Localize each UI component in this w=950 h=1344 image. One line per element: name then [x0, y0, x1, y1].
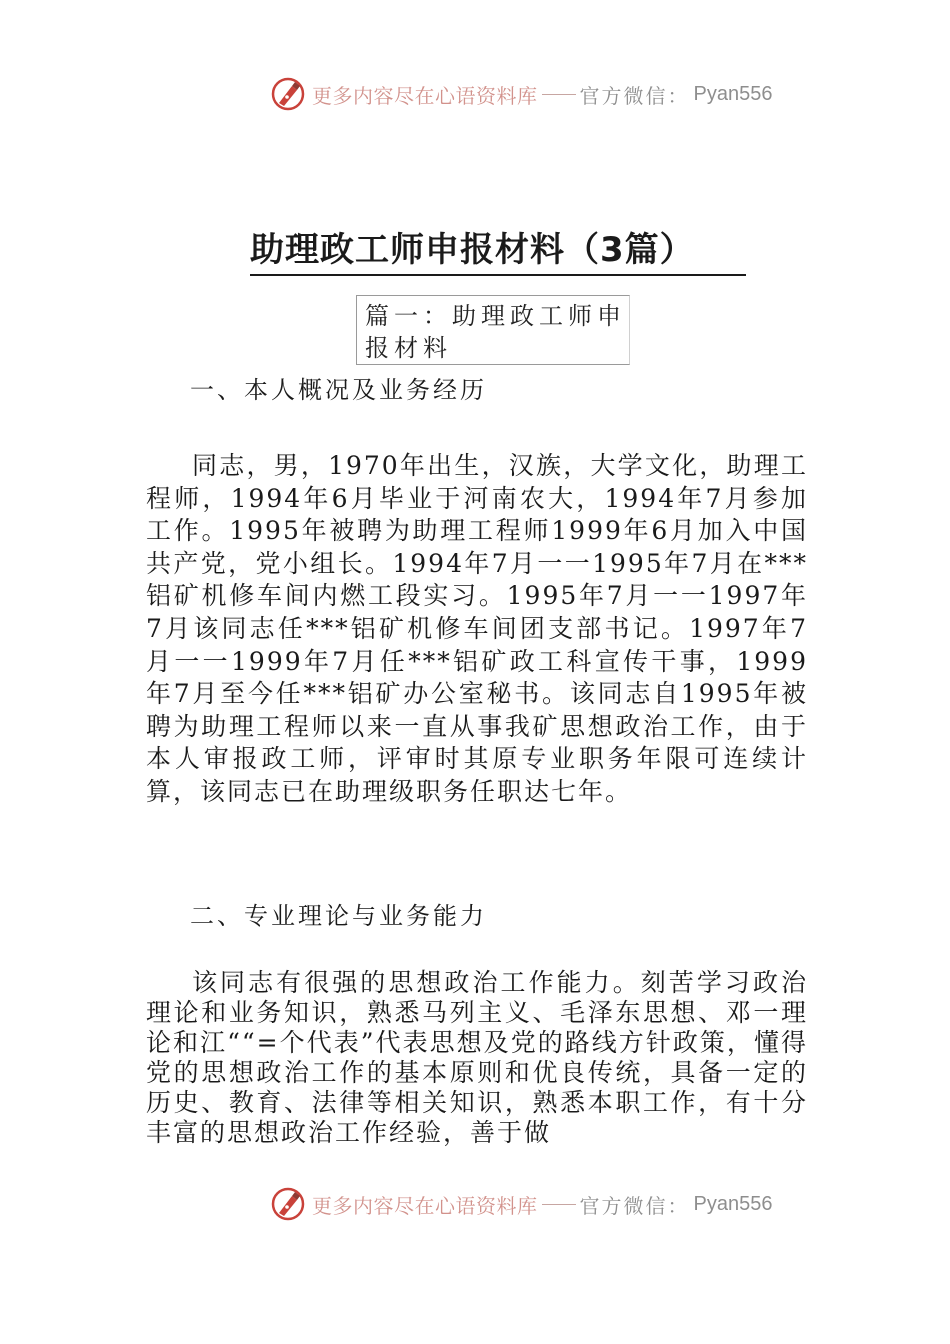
footer-watermark	[270, 1184, 772, 1224]
section-paragraph-2: 该同志有很强的思想政治工作能力。刻苦学习政治理论和业务知识，熟悉马列主义、毛泽东思想、邓一理论和江““=个代表”代表思想及党的路线方针政策，懂得党的思想政治工作的基本原则和优良传统，具备一定的历史、教育、法律等相关知识，熟悉本职工作，有十分丰富的思想政治工作经验，善于做	[146, 968, 808, 1147]
watermark-wechat-id: Pyan556	[693, 1192, 773, 1215]
section-heading-1: 一、本人概况及业务经历	[190, 376, 487, 404]
watermark-brand-text: 更多内容尽在心语资料库	[312, 83, 538, 108]
watermark-dash	[542, 1204, 576, 1205]
watermark-dash	[542, 94, 576, 95]
section-heading-2: 二、专业理论与业务能力	[190, 902, 487, 930]
watermark-brand-text: 更多内容尽在心语资料库	[312, 1193, 538, 1218]
header-watermark	[270, 74, 772, 114]
watermark-wechat-label: 官方微信：	[579, 83, 690, 108]
watermark-wechat-label: 官方微信：	[579, 1193, 690, 1218]
pen-nib-logo-icon	[270, 1186, 306, 1222]
document-title: 助理政工师申报材料（3篇）	[250, 226, 746, 276]
watermark-wechat-id: Pyan556	[693, 82, 773, 105]
pen-nib-logo-icon	[270, 76, 306, 112]
chapter-label-box: 篇一：助理政工师申报材料	[356, 295, 630, 365]
section-paragraph-1: 同志，男，1970年出生，汉族，大学文化，助理工程师，1994年6月毕业于河南农大，1994年7月参加工作。1995年被聘为助理工程师1999年6月加入中国共产党，党小组长。1994年7月一一1995年7月在***铝矿机修车间内燃工段实习。1995年7月一一1997年7月该同志任***铝矿机修车间团支部书记。1997年7月一一1999年7月任***铝矿政工科宣传干事，1999年7月至今任***铝矿办公室秘书。该同志自1995年被聘为助理工程师以来一直从事我矿思想政治工作，由于本人审报政工师，评审时其原专业职务年限可连续计算，该同志已在助理级职务任职达七年。	[146, 451, 808, 806]
